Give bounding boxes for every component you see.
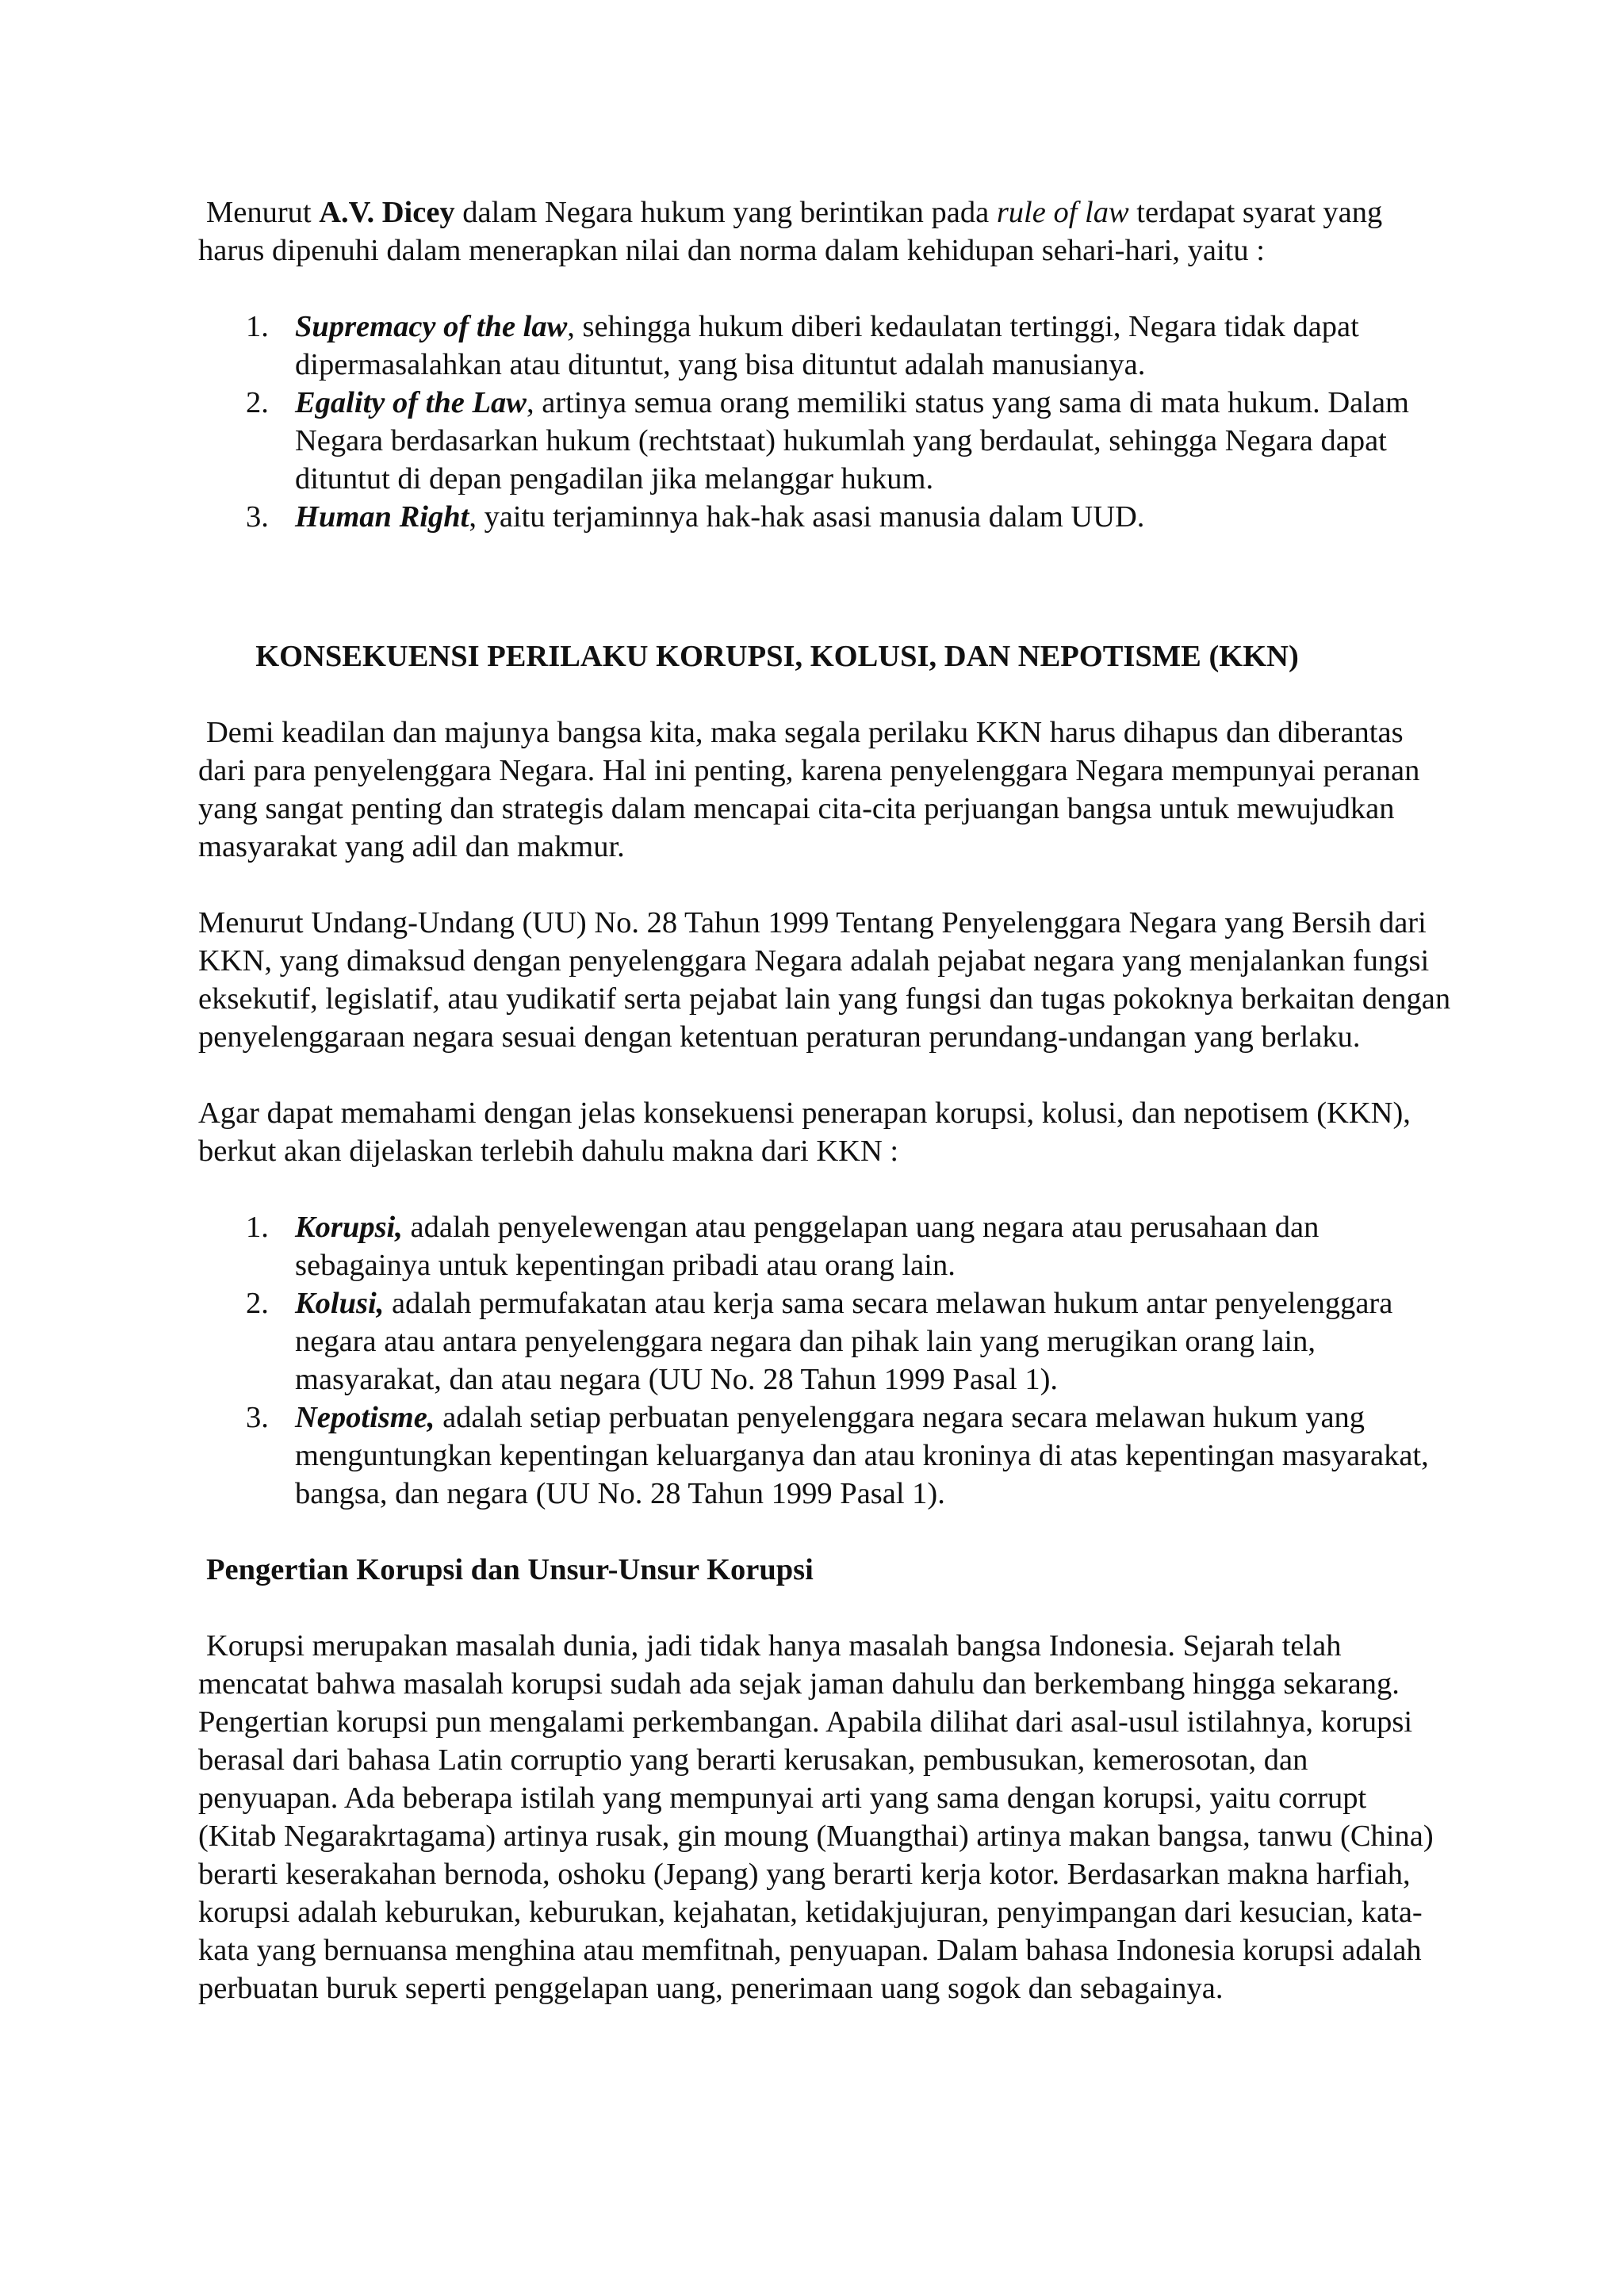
- list-number: 2.: [246, 386, 269, 419]
- list-number: 1.: [246, 1211, 269, 1244]
- list-term: Supremacy of the law: [295, 310, 568, 343]
- heading-text: Pengertian Korupsi dan Unsur-Unsur Korupsi: [206, 1553, 814, 1586]
- document-page: [198, 193, 1451, 2007]
- kkn-section-heading: KONSEKUENSI PERILAKU KORUPSI, KOLUSI, DAN NEPOTISME (KKN): [255, 640, 1299, 673]
- intro-mid: dalam Negara hukum yang berintikan pada: [454, 196, 997, 229]
- list-text: , yaitu terjaminnya hak-hak asasi manusia dalam UUD.: [469, 500, 1145, 534]
- dicey-requirements-list: [198, 308, 1451, 536]
- list-number: 2.: [246, 1287, 269, 1320]
- list-term: Kolusi,: [295, 1287, 385, 1320]
- paragraph-text: Demi keadilan dan majunya bangsa kita, maka segala perilaku KKN harus dihapus dan diberantas dari para penyelenggara Negara. Hal ini penting, karena penyelenggara Negara mempunyai peranan yang sangat penting dan strategis dalam mencapai cita-cita perjuangan bangsa untuk mewujudkan masyarakat yang adil dan makmur.: [198, 716, 1420, 863]
- paragraph-demi: [198, 714, 1451, 866]
- intro-prefix: Menurut: [206, 196, 320, 229]
- list-text: adalah permufakatan atau kerja sama secara melawan hukum antar penyelenggara negara atau antara penyelenggara negara dan pihak lain yang merugikan orang lain, masyarakat, dan atau negara (UU No. 28 Tahun 1999 Pasal 1).: [295, 1287, 1393, 1396]
- intro-suffix: terdapat syarat yang harus dipenuhi dalam menerapkan nilai dan norma dalam kehidupan sehari-hari, yaitu :: [198, 196, 1383, 267]
- list-term: Korupsi,: [295, 1211, 403, 1244]
- list-number: 3.: [246, 1401, 269, 1434]
- list-text: adalah setiap perbuatan penyelenggara negara secara melawan hukum yang menguntungkan kepentingan keluarganya dan atau kroninya di atas kepentingan masyarakat, bangsa, dan negara (UU No. 28 Tahun 1999 Pasal 1).: [295, 1401, 1429, 1510]
- list-item: [198, 498, 1451, 536]
- list-number: 3.: [246, 500, 269, 534]
- list-item: [198, 1208, 1451, 1284]
- list-text: , artinya semua orang memiliki status yang sama di mata hukum. Dalam Negara berdasarkan hukum (rechtstaat) hukumlah yang berdaulat, sehingga Negara dapat dituntut di depan pengadilan jika melanggar hukum.: [295, 386, 1409, 496]
- list-item: [198, 308, 1451, 384]
- list-text: , sehingga hukum diberi kedaulatan tertinggi, Negara tidak dapat dipermasalahkan atau dituntut, yang bisa dituntut adalah manusianya.: [295, 310, 1359, 381]
- list-text: adalah penyelewengan atau penggelapan uang negara atau perusahaan dan sebagainya untuk kepentingan pribadi atau orang lain.: [295, 1211, 1320, 1282]
- list-term: Nepotisme,: [295, 1401, 435, 1434]
- paragraph-agar: Agar dapat memahami dengan jelas konsekuensi penerapan korupsi, kolusi, dan nepotisem (KKN), berkut akan dijelaskan terlebih dahulu makna dari KKN :: [198, 1096, 1411, 1168]
- list-number: 1.: [246, 310, 269, 343]
- list-item: [198, 1284, 1451, 1399]
- list-item: [198, 1399, 1451, 1513]
- intro-author: A.V. Dicey: [319, 196, 455, 229]
- list-item: [198, 384, 1451, 498]
- paragraph-uu: Menurut Undang-Undang (UU) No. 28 Tahun 1999 Tentang Penyelenggara Negara yang Bersih dari KKN, yang dimaksud dengan penyelenggara Negara adalah pejabat negara yang menjalankan fungsi eksekutif, legislatif, atau yudikatif serta pejabat lain yang fungsi dan tugas pokoknya berkaitan dengan penyelenggaraan negara sesuai dengan ketentuan peraturan perundang-undangan yang berlaku.: [198, 906, 1451, 1054]
- intro-italic-term: rule of law: [996, 196, 1129, 229]
- kkn-definitions-list: [198, 1208, 1451, 1513]
- intro-paragraph: [198, 193, 1451, 270]
- paragraph-text: Korupsi merupakan masalah dunia, jadi tidak hanya masalah bangsa Indonesia. Sejarah telah mencatat bahwa masalah korupsi sudah ada sejak jaman dahulu dan berkembang hingga sekarang. Pengertian korupsi pun mengalami perkembangan. Apabila dilihat dari asal-usul istilahnya, korupsi berasal dari bahasa Latin corruptio yang berarti kerusakan, pembusukan, kemerosotan, dan penyuapan. Ada beberapa istilah yang mempunyai arti yang sama dengan korupsi, yaitu corrupt (Kitab Negarakrtagama) artinya rusak, gin moung (Muangthai) artinya makan bangsa, tanwu (China) berarti keserakahan bernoda, oshoku (Jepang) yang berarti kerja kotor. Berdasarkan makna harfiah, korupsi adalah keburukan, keburukan, kejahatan, ketidakjujuran, penyimpangan dari kesucian, kata-kata yang bernuansa menghina atau memfitnah, penyuapan. Dalam bahasa Indonesia korupsi adalah perbuatan buruk seperti penggelapan uang, penerimaan uang sogok dan sebagainya.: [198, 1629, 1434, 2005]
- paragraph-korupsi: [198, 1627, 1451, 2007]
- list-term: Human Right: [295, 500, 469, 534]
- list-term: Egality of the Law: [295, 386, 527, 419]
- korupsi-section-heading: [198, 1551, 1451, 1589]
